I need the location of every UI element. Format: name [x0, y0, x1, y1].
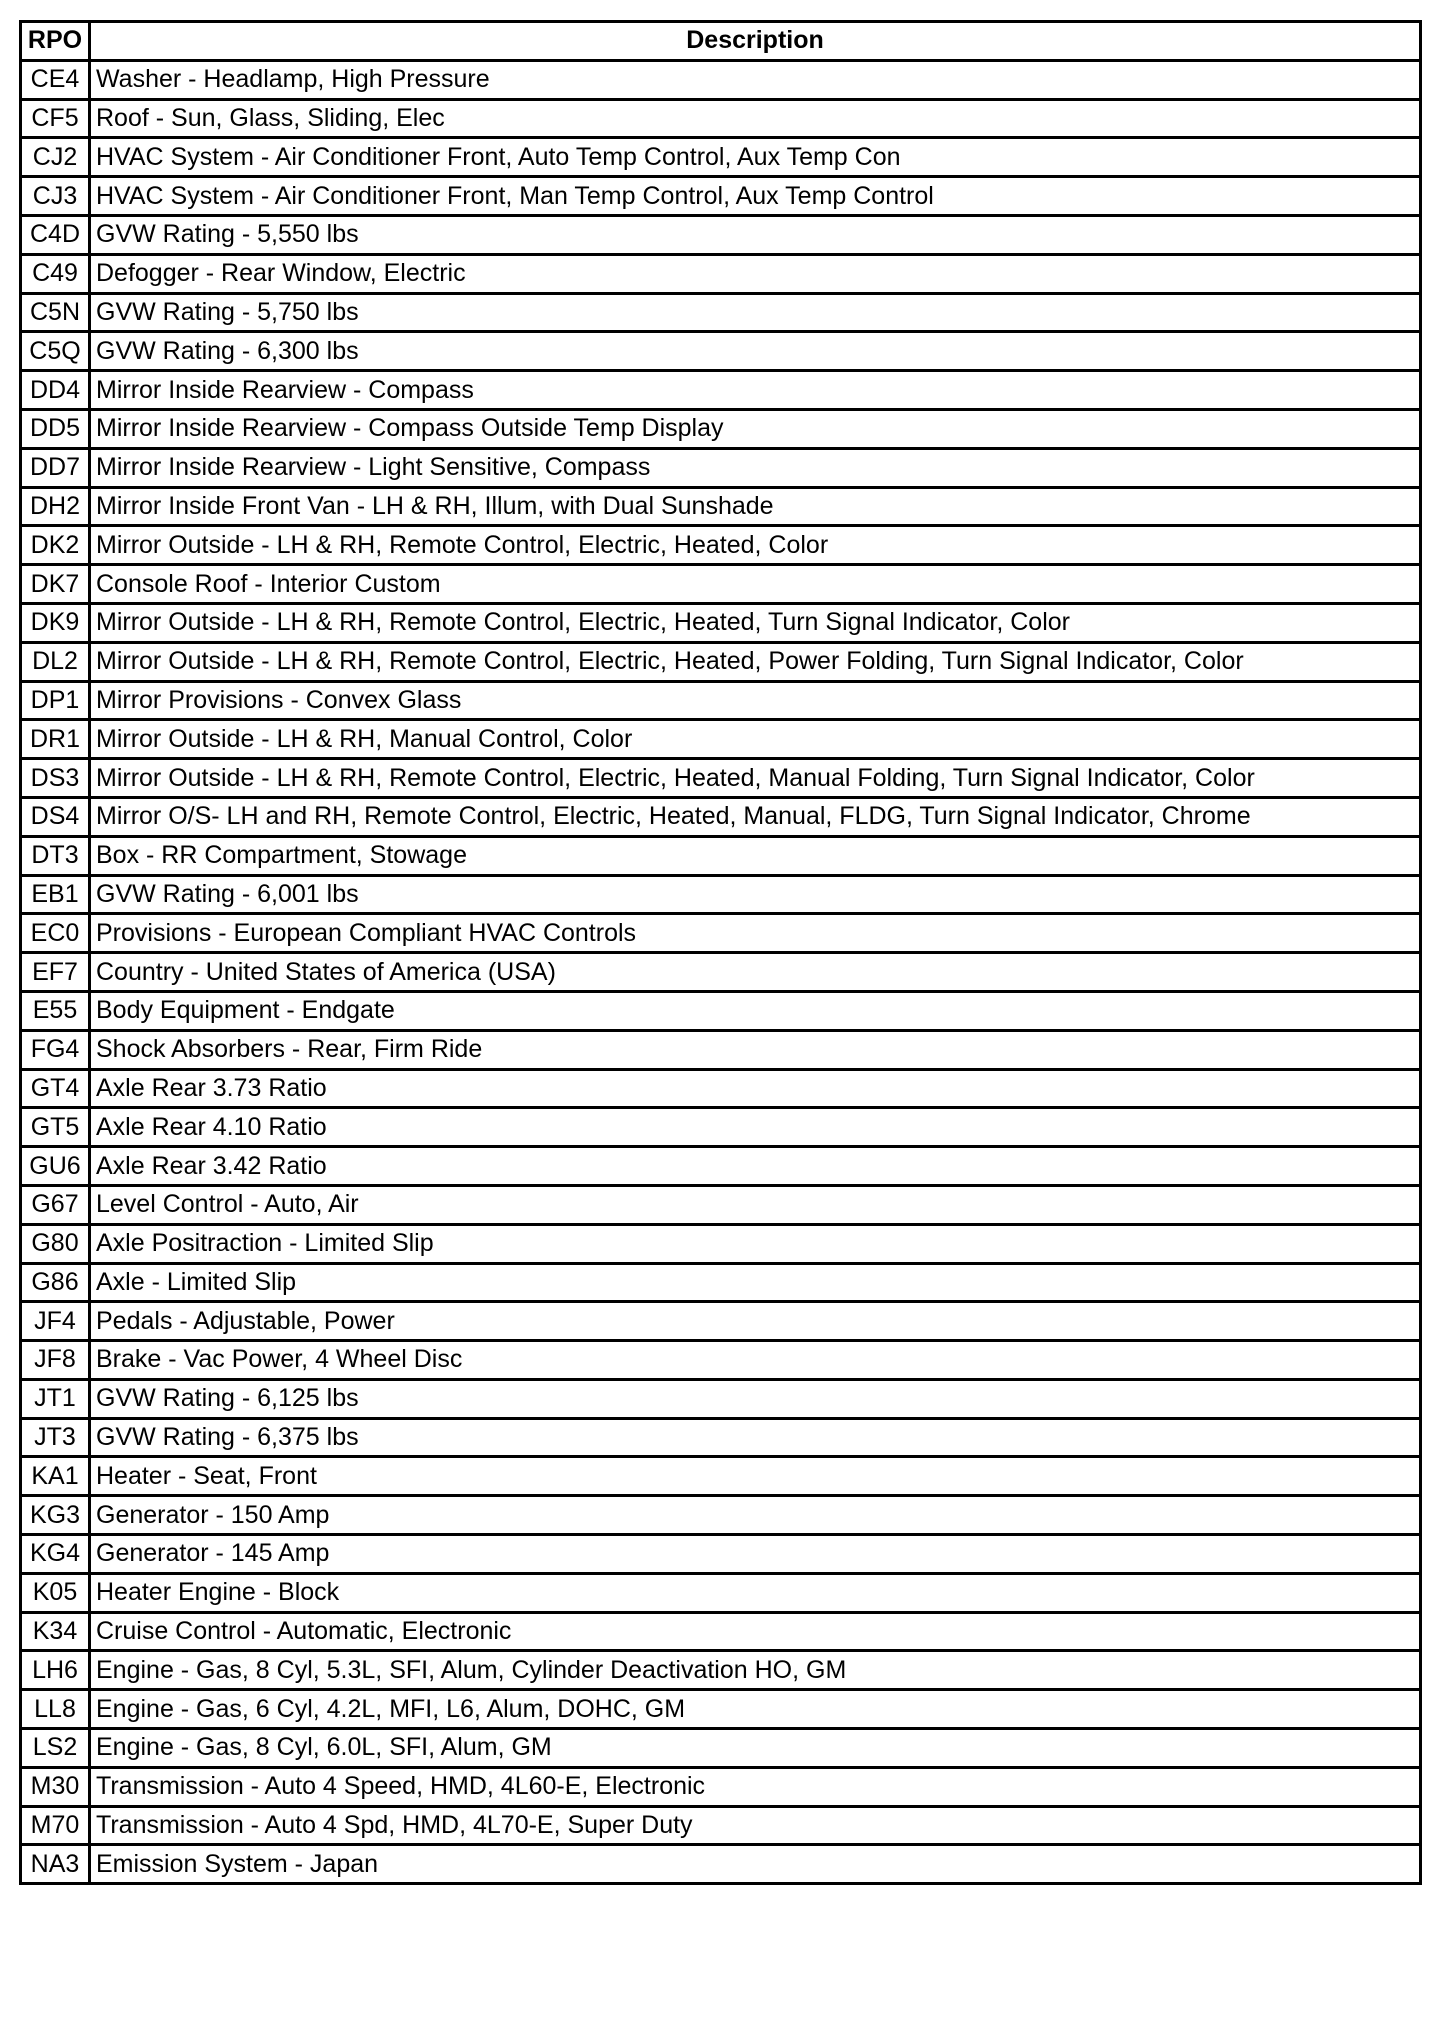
rpo-code-cell: E55	[21, 991, 90, 1030]
table-row	[21, 642, 1421, 681]
description-cell: Mirror Inside Rearview - Compass Outside Temp Display	[90, 409, 1421, 448]
table-row	[21, 1224, 1421, 1263]
rpo-code-cell: C5N	[21, 293, 90, 332]
rpo-code-cell: DH2	[21, 487, 90, 526]
rpo-code-cell: GT4	[21, 1069, 90, 1108]
description-cell: Defogger - Rear Window, Electric	[90, 254, 1421, 293]
rpo-code-cell: DS3	[21, 759, 90, 798]
table-row	[21, 177, 1421, 216]
table-row	[21, 1806, 1421, 1845]
description-cell: Roof - Sun, Glass, Sliding, Elec	[90, 99, 1421, 138]
description-cell: Shock Absorbers - Rear, Firm Ride	[90, 1030, 1421, 1069]
description-cell: Axle Positraction - Limited Slip	[90, 1224, 1421, 1263]
description-cell: Mirror Outside - LH & RH, Remote Control, Electric, Heated, Manual Folding, Turn Signal Indicator, Color	[90, 759, 1421, 798]
description-cell: Mirror Inside Rearview - Light Sensitive, Compass	[90, 448, 1421, 487]
table-row	[21, 1651, 1421, 1690]
rpo-code-cell: JF8	[21, 1341, 90, 1380]
rpo-code-cell: CF5	[21, 99, 90, 138]
table-row	[21, 797, 1421, 836]
rpo-code-cell: DT3	[21, 836, 90, 875]
table-row	[21, 953, 1421, 992]
description-cell: Heater Engine - Block	[90, 1573, 1421, 1612]
rpo-code-cell: JT3	[21, 1418, 90, 1457]
description-cell: Mirror Inside Front Van - LH & RH, Illum, with Dual Sunshade	[90, 487, 1421, 526]
description-cell: Mirror Outside - LH & RH, Manual Control, Color	[90, 720, 1421, 759]
table-row	[21, 875, 1421, 914]
description-cell: Mirror Outside - LH & RH, Remote Control, Electric, Heated, Color	[90, 526, 1421, 565]
table-row	[21, 603, 1421, 642]
rpo-code-cell: NA3	[21, 1845, 90, 1884]
table-row	[21, 1729, 1421, 1768]
rpo-code-cell: DL2	[21, 642, 90, 681]
table-row	[21, 1185, 1421, 1224]
description-cell: Generator - 145 Amp	[90, 1535, 1421, 1574]
table-row	[21, 836, 1421, 875]
table-row	[21, 138, 1421, 177]
description-cell: GVW Rating - 6,125 lbs	[90, 1379, 1421, 1418]
description-cell: Level Control - Auto, Air	[90, 1185, 1421, 1224]
description-cell: Country - United States of America (USA)	[90, 953, 1421, 992]
description-cell: Generator - 150 Amp	[90, 1496, 1421, 1535]
description-cell: Console Roof - Interior Custom	[90, 565, 1421, 604]
table-row	[21, 215, 1421, 254]
table-row	[21, 448, 1421, 487]
description-column-header: Description	[90, 22, 1421, 61]
rpo-code-cell: K34	[21, 1612, 90, 1651]
table-row	[21, 1379, 1421, 1418]
rpo-code-cell: G80	[21, 1224, 90, 1263]
table-row	[21, 1767, 1421, 1806]
description-cell: GVW Rating - 5,750 lbs	[90, 293, 1421, 332]
rpo-code-cell: CJ3	[21, 177, 90, 216]
description-cell: GVW Rating - 5,550 lbs	[90, 215, 1421, 254]
rpo-code-cell: M30	[21, 1767, 90, 1806]
table-row	[21, 254, 1421, 293]
description-cell: Axle Rear 3.73 Ratio	[90, 1069, 1421, 1108]
description-cell: Axle Rear 3.42 Ratio	[90, 1147, 1421, 1186]
table-row	[21, 720, 1421, 759]
description-cell: Box - RR Compartment, Stowage	[90, 836, 1421, 875]
description-cell: Cruise Control - Automatic, Electronic	[90, 1612, 1421, 1651]
rpo-table	[19, 20, 1422, 1885]
rpo-column-header: RPO	[21, 22, 90, 61]
rpo-code-cell: DP1	[21, 681, 90, 720]
table-row	[21, 60, 1421, 99]
rpo-code-cell: EF7	[21, 953, 90, 992]
description-cell: Mirror Outside - LH & RH, Remote Control, Electric, Heated, Power Folding, Turn Signal Indicator, Color	[90, 642, 1421, 681]
table-row	[21, 681, 1421, 720]
rpo-code-cell: DD7	[21, 448, 90, 487]
rpo-code-cell: K05	[21, 1573, 90, 1612]
table-row	[21, 99, 1421, 138]
rpo-code-cell: FG4	[21, 1030, 90, 1069]
table-row	[21, 759, 1421, 798]
description-cell: Engine - Gas, 8 Cyl, 5.3L, SFI, Alum, Cylinder Deactivation HO, GM	[90, 1651, 1421, 1690]
rpo-code-cell: KG3	[21, 1496, 90, 1535]
rpo-code-cell: DK2	[21, 526, 90, 565]
rpo-code-cell: LL8	[21, 1690, 90, 1729]
rpo-code-cell: GT5	[21, 1108, 90, 1147]
description-cell: Engine - Gas, 8 Cyl, 6.0L, SFI, Alum, GM	[90, 1729, 1421, 1768]
description-cell: Washer - Headlamp, High Pressure	[90, 60, 1421, 99]
rpo-code-cell: DD4	[21, 371, 90, 410]
rpo-code-cell: EB1	[21, 875, 90, 914]
rpo-code-cell: C5Q	[21, 332, 90, 371]
table-row	[21, 526, 1421, 565]
rpo-code-cell: G86	[21, 1263, 90, 1302]
table-row	[21, 1302, 1421, 1341]
description-cell: Mirror Outside - LH & RH, Remote Control, Electric, Heated, Turn Signal Indicator, Color	[90, 603, 1421, 642]
rpo-code-cell: G67	[21, 1185, 90, 1224]
rpo-code-cell: LS2	[21, 1729, 90, 1768]
rpo-code-cell: C4D	[21, 215, 90, 254]
table-row	[21, 1496, 1421, 1535]
table-row	[21, 1418, 1421, 1457]
rpo-code-cell: KG4	[21, 1535, 90, 1574]
rpo-code-cell: M70	[21, 1806, 90, 1845]
table-row	[21, 1457, 1421, 1496]
description-cell: Transmission - Auto 4 Speed, HMD, 4L60-E, Electronic	[90, 1767, 1421, 1806]
rpo-code-cell: KA1	[21, 1457, 90, 1496]
rpo-code-cell: DR1	[21, 720, 90, 759]
table-row	[21, 293, 1421, 332]
rpo-code-cell: DD5	[21, 409, 90, 448]
rpo-code-cell: C49	[21, 254, 90, 293]
table-row	[21, 1147, 1421, 1186]
description-cell: Body Equipment - Endgate	[90, 991, 1421, 1030]
table-row	[21, 1845, 1421, 1884]
table-row	[21, 1341, 1421, 1380]
rpo-code-cell: JF4	[21, 1302, 90, 1341]
table-row	[21, 1535, 1421, 1574]
description-cell: GVW Rating - 6,001 lbs	[90, 875, 1421, 914]
description-cell: Mirror O/S- LH and RH, Remote Control, Electric, Heated, Manual, FLDG, Turn Signal Indicator, Chrome	[90, 797, 1421, 836]
rpo-code-cell: CE4	[21, 60, 90, 99]
table-row	[21, 487, 1421, 526]
description-cell: Mirror Provisions - Convex Glass	[90, 681, 1421, 720]
table-row	[21, 991, 1421, 1030]
table-row	[21, 1573, 1421, 1612]
description-cell: Heater - Seat, Front	[90, 1457, 1421, 1496]
table-row	[21, 332, 1421, 371]
table-row	[21, 1030, 1421, 1069]
table-row	[21, 1612, 1421, 1651]
description-cell: HVAC System - Air Conditioner Front, Man Temp Control, Aux Temp Control	[90, 177, 1421, 216]
description-cell: Engine - Gas, 6 Cyl, 4.2L, MFI, L6, Alum, DOHC, GM	[90, 1690, 1421, 1729]
table-row	[21, 565, 1421, 604]
table-row	[21, 1690, 1421, 1729]
description-cell: GVW Rating - 6,300 lbs	[90, 332, 1421, 371]
description-cell: Axle Rear 4.10 Ratio	[90, 1108, 1421, 1147]
description-cell: Provisions - European Compliant HVAC Controls	[90, 914, 1421, 953]
description-cell: Mirror Inside Rearview - Compass	[90, 371, 1421, 410]
description-cell: Transmission - Auto 4 Spd, HMD, 4L70-E, Super Duty	[90, 1806, 1421, 1845]
table-header-row	[21, 22, 1421, 61]
table-row	[21, 1108, 1421, 1147]
rpo-code-cell: EC0	[21, 914, 90, 953]
rpo-code-cell: CJ2	[21, 138, 90, 177]
table-body	[21, 60, 1421, 1883]
description-cell: Brake - Vac Power, 4 Wheel Disc	[90, 1341, 1421, 1380]
table-row	[21, 914, 1421, 953]
rpo-code-cell: DS4	[21, 797, 90, 836]
rpo-code-cell: DK9	[21, 603, 90, 642]
description-cell: Axle - Limited Slip	[90, 1263, 1421, 1302]
description-cell: HVAC System - Air Conditioner Front, Auto Temp Control, Aux Temp Con	[90, 138, 1421, 177]
rpo-code-cell: JT1	[21, 1379, 90, 1418]
description-cell: GVW Rating - 6,375 lbs	[90, 1418, 1421, 1457]
description-cell: Emission System - Japan	[90, 1845, 1421, 1884]
table-row	[21, 1263, 1421, 1302]
rpo-code-cell: LH6	[21, 1651, 90, 1690]
rpo-code-cell: GU6	[21, 1147, 90, 1186]
rpo-code-cell: DK7	[21, 565, 90, 604]
table-row	[21, 371, 1421, 410]
table-row	[21, 1069, 1421, 1108]
description-cell: Pedals - Adjustable, Power	[90, 1302, 1421, 1341]
table-row	[21, 409, 1421, 448]
